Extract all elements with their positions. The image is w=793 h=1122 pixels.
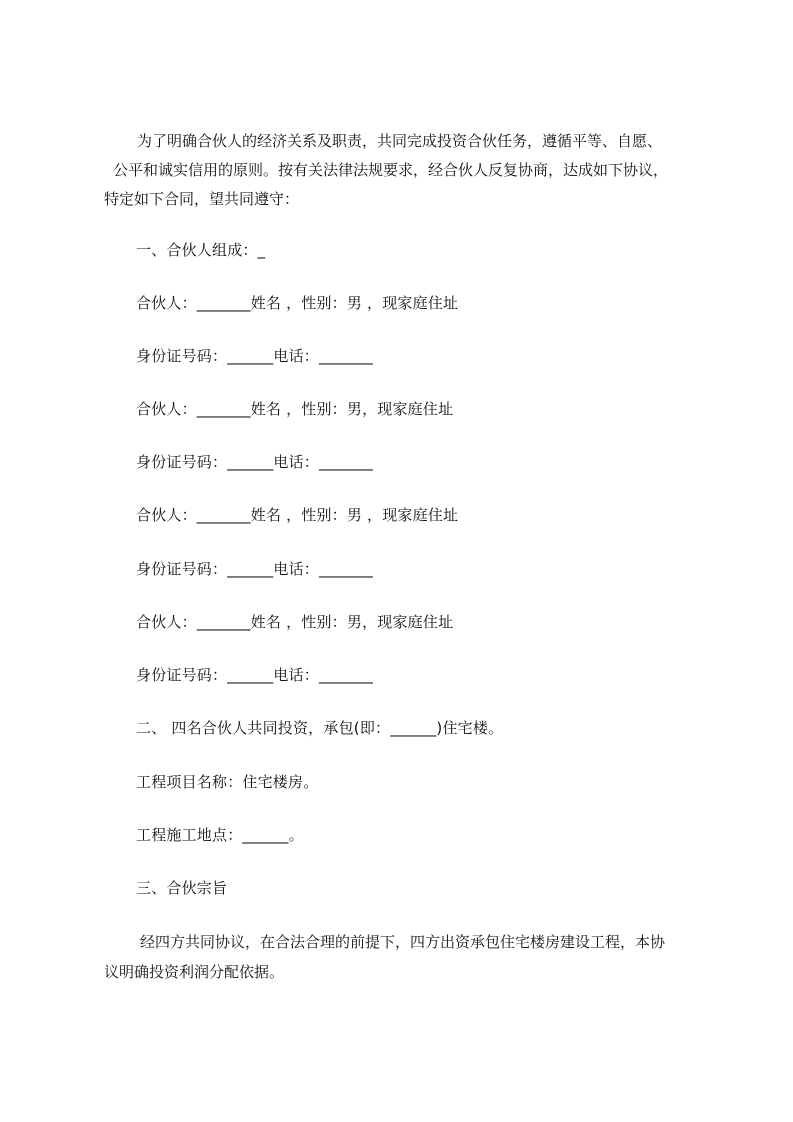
intro-line-1: 为了明确合伙人的经济关系及职责，共同完成投资合伙任务，遵循平等、自愿、 (137, 132, 663, 150)
partner-1-line: 合伙人：_______姓名 ，性别：男 ，现家庭住址 (136, 294, 459, 312)
partner-4-line: 合伙人：_______姓名 ，性别：男，现家庭住址 (136, 613, 454, 631)
partner-4-id-line: 身份证号码：______电话：_______ (136, 666, 373, 684)
section2-heading: 二、 四名合伙人共同投资，承包(即：______)住宅楼。 (136, 719, 504, 737)
partner-3-line: 合伙人：_______姓名 ，性别：男 ，现家庭住址 (136, 506, 459, 524)
partner-1-id-line: 身份证号码：______电话：_______ (136, 347, 373, 365)
partner-2-line: 合伙人：_______姓名 ，性别：男，现家庭住址 (136, 400, 454, 418)
project-name-line: 工程项目名称：住宅楼房。 (136, 773, 319, 791)
intro-line-2: 公平和诚实信用的原则。按有关法律法规要求，经合伙人反复协商，达成如下协议， (113, 161, 669, 179)
section3-body-line-1: 经四方共同协议，在合法合理的前提下，四方出资承包住宅楼房建设工程，本协 (140, 933, 666, 951)
section1-heading: 一、合伙人组成：_ (136, 241, 266, 259)
section3-body-line-2: 议明确投资利润分配依据。 (104, 963, 285, 981)
project-location-line: 工程施工地点：______。 (136, 826, 304, 844)
section3-heading: 三、合伙宗旨 (136, 879, 228, 897)
partner-2-id-line: 身份证号码：______电话：_______ (136, 453, 373, 471)
intro-line-3: 特定如下合同，望共同遵守： (104, 190, 300, 208)
partner-3-id-line: 身份证号码：______电话：_______ (136, 560, 373, 578)
